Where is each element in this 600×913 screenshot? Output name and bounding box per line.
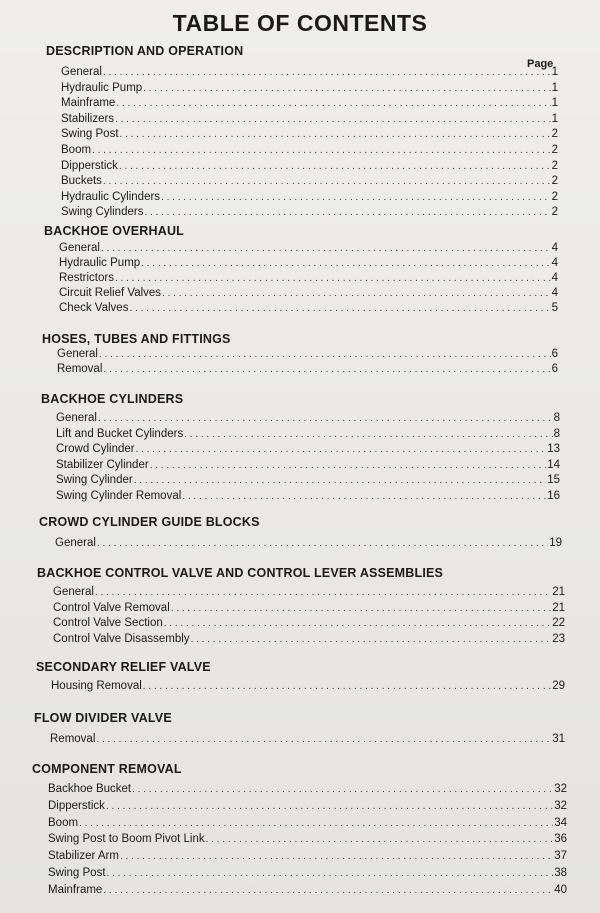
toc-entry[interactable]: [59, 302, 558, 314]
leader-dots: [106, 801, 553, 812]
toc-entry[interactable]: [53, 633, 565, 645]
toc-entry-page: 40: [554, 883, 567, 896]
page-column-label: Page: [527, 58, 554, 70]
toc-entry-label: Boom: [48, 816, 79, 829]
toc-entry[interactable]: [61, 128, 558, 140]
toc-entry[interactable]: [48, 884, 567, 896]
section-heading: SECONDARY RELIEF VALVE: [36, 660, 211, 674]
section-heading: BACKHOE CYLINDERS: [41, 392, 184, 406]
toc-entry-label: Control Valve Section: [53, 617, 163, 630]
section-heading: HOSES, TUBES AND FITTINGS: [42, 332, 231, 346]
leader-dots: [103, 885, 553, 896]
leader-dots: [191, 634, 552, 645]
toc-entry-label: General: [59, 242, 100, 254]
toc-entry[interactable]: [48, 800, 567, 812]
toc-entry[interactable]: [48, 833, 567, 845]
toc-entry-page: 23: [552, 632, 565, 645]
toc-entry[interactable]: [57, 348, 558, 360]
toc-entry[interactable]: [61, 97, 558, 109]
toc-entry-page: 36: [554, 833, 567, 846]
toc-entry-label: General: [56, 412, 97, 424]
leader-dots: [150, 460, 547, 471]
toc-entry-label: Removal: [50, 733, 96, 745]
toc-entry[interactable]: [53, 617, 565, 629]
toc-entry-page: 31: [552, 733, 565, 745]
toc-entry-label: Swing Post to Boom Pivot Link: [48, 833, 205, 846]
toc-entry-page: 2: [551, 206, 558, 219]
toc-entry-label: Check Valves: [59, 302, 129, 314]
leader-dots: [141, 258, 550, 269]
leader-dots: [103, 67, 551, 78]
toc-entry-label: General: [53, 586, 94, 598]
leader-dots: [162, 288, 551, 299]
leader-dots: [171, 603, 551, 614]
toc-entry-page: 29: [552, 680, 565, 692]
leader-dots: [99, 349, 551, 360]
toc-entry-page: 4: [551, 242, 558, 254]
toc-entry-label: Crowd Cylinder: [56, 443, 135, 455]
toc-entry-label: Stabilizer Cylinder: [56, 458, 149, 471]
leader-dots: [97, 538, 548, 549]
toc-entry-label: Hydraulic Pump: [61, 81, 143, 94]
toc-entry[interactable]: [53, 586, 565, 598]
section-heading: BACKHOE OVERHAUL: [44, 224, 185, 238]
toc-entry-label: Buckets: [61, 175, 102, 188]
toc-entry-page: 2: [551, 144, 558, 156]
leader-dots: [206, 834, 554, 845]
leader-dots: [116, 98, 550, 109]
toc-entry-page: 21: [552, 586, 565, 598]
toc-entry-page: 16: [547, 489, 560, 502]
toc-entry-label: Hydraulic Cylinders: [61, 190, 161, 203]
toc-entry-label: Boom: [61, 144, 92, 156]
toc-entry-label: Removal: [57, 363, 103, 375]
leader-dots: [132, 784, 553, 795]
toc-entry[interactable]: [56, 459, 560, 471]
toc-entry[interactable]: [61, 82, 558, 94]
toc-entry-page: 1: [551, 81, 558, 94]
toc-entry-page: 19: [549, 537, 562, 549]
toc-entry-page: 6: [551, 348, 558, 360]
toc-entry-page: 2: [551, 190, 558, 203]
toc-entry[interactable]: [48, 783, 567, 795]
toc-entry[interactable]: [61, 113, 558, 125]
leader-dots: [96, 734, 551, 745]
toc-entry-label: General: [57, 348, 98, 360]
leader-dots: [115, 273, 551, 284]
toc-entry[interactable]: [59, 287, 558, 299]
toc-entry-page: 32: [554, 799, 567, 812]
toc-entry-label: Swing Post: [48, 867, 106, 879]
leader-dots: [144, 207, 550, 218]
toc-entry[interactable]: [55, 537, 562, 549]
toc-entry-page: 34: [554, 816, 567, 829]
toc-entry-label: Dipperstick: [61, 159, 118, 172]
leader-dots: [103, 364, 550, 375]
toc-entry-label: Circuit Relief Valves: [59, 287, 162, 299]
toc-entry[interactable]: [56, 412, 560, 424]
toc-entry-page: 21: [552, 601, 565, 614]
toc-entry[interactable]: [53, 602, 565, 614]
toc-entry-page: 4: [551, 287, 558, 299]
leader-dots: [120, 851, 553, 862]
toc-entry[interactable]: [59, 272, 558, 284]
toc-entry[interactable]: [56, 490, 560, 502]
toc-entry-page: 8: [553, 427, 560, 440]
toc-entry-label: Swing Post: [61, 128, 119, 141]
toc-entry-label: Control Valve Disassembly: [53, 632, 190, 645]
toc-entry-page: 2: [551, 159, 558, 172]
leader-dots: [143, 83, 550, 94]
toc-entry-page: 4: [551, 257, 558, 269]
section-heading: BACKHOE CONTROL VALVE AND CONTROL LEVER ASSEMBLIES: [37, 566, 444, 580]
toc-entry[interactable]: [56, 443, 560, 455]
section-heading: COMPONENT REMOVAL: [32, 762, 182, 776]
toc-entry[interactable]: [56, 474, 560, 486]
section-heading: CROWD CYLINDER GUIDE BLOCKS: [39, 515, 260, 529]
leader-dots: [136, 444, 547, 455]
leader-dots: [79, 818, 553, 829]
toc-entry-label: Swing Cylinder Removal: [56, 489, 182, 502]
section-heading: FLOW DIVIDER VALVE: [34, 711, 172, 725]
leader-dots: [143, 681, 551, 692]
leader-dots: [164, 618, 551, 629]
toc-entry-page: 8: [553, 412, 560, 424]
toc-entry-label: Hydraulic Pump: [59, 257, 141, 269]
toc-entry[interactable]: [48, 817, 567, 829]
leader-dots: [182, 491, 546, 502]
toc-entry[interactable]: [48, 867, 567, 879]
toc-entry-page: 32: [554, 783, 567, 795]
toc-entry[interactable]: [61, 191, 558, 203]
toc-entry-page: 38: [554, 867, 567, 879]
leader-dots: [119, 161, 551, 172]
toc-entry-page: 1: [551, 66, 558, 78]
toc-entry-page: 13: [547, 443, 560, 455]
toc-entry-page: 14: [547, 458, 560, 471]
toc-entry[interactable]: [59, 257, 558, 269]
toc-entry[interactable]: [56, 428, 560, 440]
toc-entry[interactable]: [61, 206, 558, 218]
toc-entry-page: 2: [551, 128, 558, 141]
toc-entry-page: 1: [551, 97, 558, 110]
toc-entry-label: Backhoe Bucket: [48, 783, 132, 795]
toc-entry[interactable]: [59, 242, 558, 254]
toc-entry[interactable]: [61, 160, 558, 172]
toc-entry[interactable]: [57, 363, 558, 375]
toc-entry-label: General: [61, 66, 102, 78]
toc-entry-label: Restrictors: [59, 272, 114, 284]
leader-dots: [120, 129, 551, 140]
toc-entry-label: Housing Removal: [51, 680, 142, 692]
toc-entry-label: Control Valve Removal: [53, 601, 170, 614]
section-heading: DESCRIPTION AND OPERATION: [46, 44, 244, 58]
page-title: TABLE OF CONTENTS: [172, 10, 428, 36]
toc-entry-label: Swing Cylinder: [56, 474, 133, 486]
toc-entry[interactable]: [48, 850, 567, 862]
toc-entry-page: 37: [554, 850, 567, 863]
toc-entry-label: Stabilizers: [61, 112, 115, 125]
toc-entry[interactable]: [50, 733, 565, 745]
leader-dots: [92, 145, 551, 156]
toc-entry-page: 15: [547, 474, 560, 486]
leader-dots: [161, 192, 551, 203]
toc-entry-page: 22: [552, 617, 565, 630]
toc-entry-label: Lift and Bucket Cylinders: [56, 427, 184, 440]
leader-dots: [98, 413, 553, 424]
toc-entry-page: 5: [551, 302, 558, 314]
leader-dots: [115, 114, 551, 125]
toc-entry-page: 1: [551, 112, 558, 125]
toc-entry-label: Dipperstick: [48, 799, 105, 812]
toc-entry[interactable]: [61, 66, 558, 78]
toc-entry-page: 2: [551, 175, 558, 188]
toc-entry[interactable]: [51, 680, 565, 692]
toc-entry-label: Mainframe: [48, 883, 103, 896]
toc-entry-label: Swing Cylinders: [61, 206, 144, 219]
leader-dots: [95, 587, 551, 598]
toc-entry-page: 6: [551, 363, 558, 375]
leader-dots: [134, 475, 547, 486]
leader-dots: [184, 429, 552, 440]
toc-entry-label: Mainframe: [61, 97, 116, 110]
toc-entry[interactable]: [61, 175, 558, 187]
leader-dots: [101, 243, 551, 254]
toc-entry-label: General: [55, 537, 96, 549]
leader-dots: [129, 303, 550, 314]
leader-dots: [107, 868, 554, 879]
toc-entry[interactable]: [61, 144, 558, 156]
leader-dots: [103, 176, 551, 187]
toc-entry-label: Stabilizer Arm: [48, 850, 119, 863]
toc-entry-page: 4: [551, 272, 558, 284]
